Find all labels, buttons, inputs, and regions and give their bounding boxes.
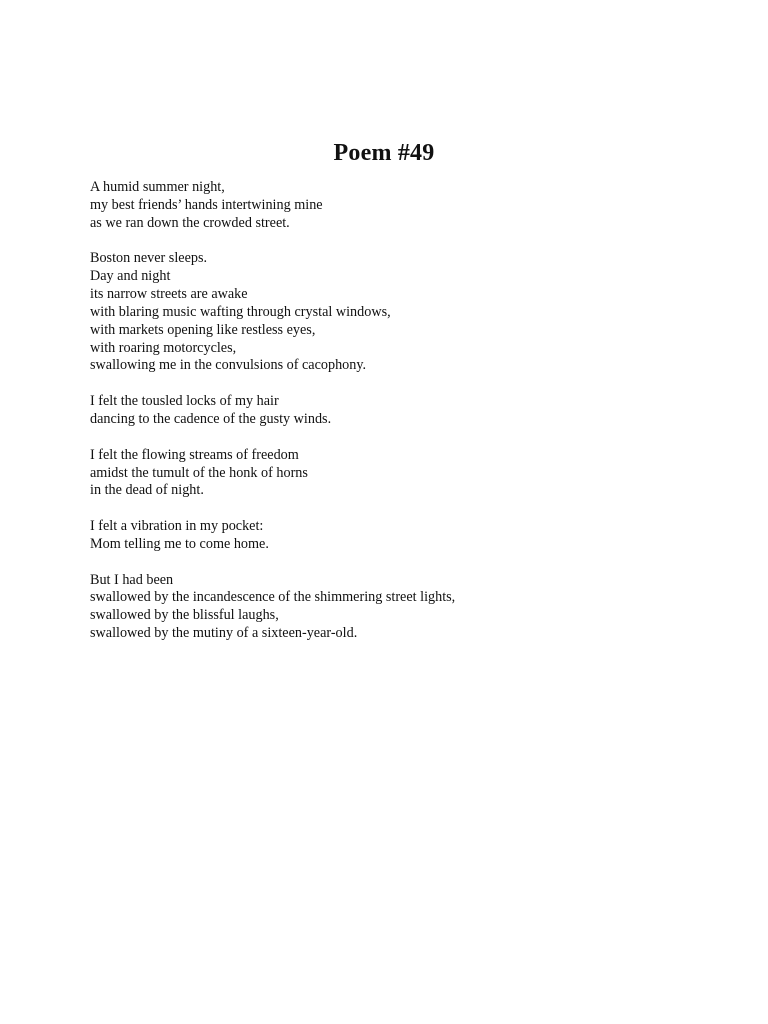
poem-line: in the dead of night. [90,482,204,499]
stanza-6 [90,572,730,643]
poem-line: swallowing me in the convulsions of cacophony. [90,357,367,374]
poem-line: with markets opening like restless eyes, [90,321,316,338]
poem-line: Boston never sleeps. [90,250,208,267]
stanza-5 [90,518,730,554]
poem-line: I felt the flowing streams of freedom [90,446,299,463]
poem-line: with blaring music wafting through crystal windows, [90,303,391,320]
poem-line: I felt a vibration in my pocket: [90,518,264,535]
poem-body [90,179,730,661]
poem-title: Poem #49 [333,140,435,167]
poem-line: dancing to the cadence of the gusty winds. [90,410,332,427]
stanza-4 [90,447,730,501]
poem-line: with roaring motorcycles, [90,339,237,356]
poem-line: amidst the tumult of the honk of horns [90,464,308,481]
poem-line: swallowed by the incandescence of the shimmering street lights, [90,589,456,606]
poem-line: Day and night [90,268,171,285]
poem-line: as we ran down the crowded street. [90,214,290,231]
poem-line: its narrow streets are awake [90,286,248,303]
stanza-1 [90,179,730,233]
poem-line: I felt the tousled locks of my hair [90,393,279,410]
poem-line: But I had been [90,571,174,588]
poem-line: swallowed by the mutiny of a sixteen-year-old. [90,625,358,642]
poem-line: swallowed by the blissful laughs, [90,607,279,624]
poem-line: my best friends’ hands intertwining mine [90,196,323,213]
stanza-3 [90,393,730,429]
poem-line: Mom telling me to come home. [90,535,269,552]
stanza-2 [90,250,730,375]
poem-line: A humid summer night, [90,179,225,195]
